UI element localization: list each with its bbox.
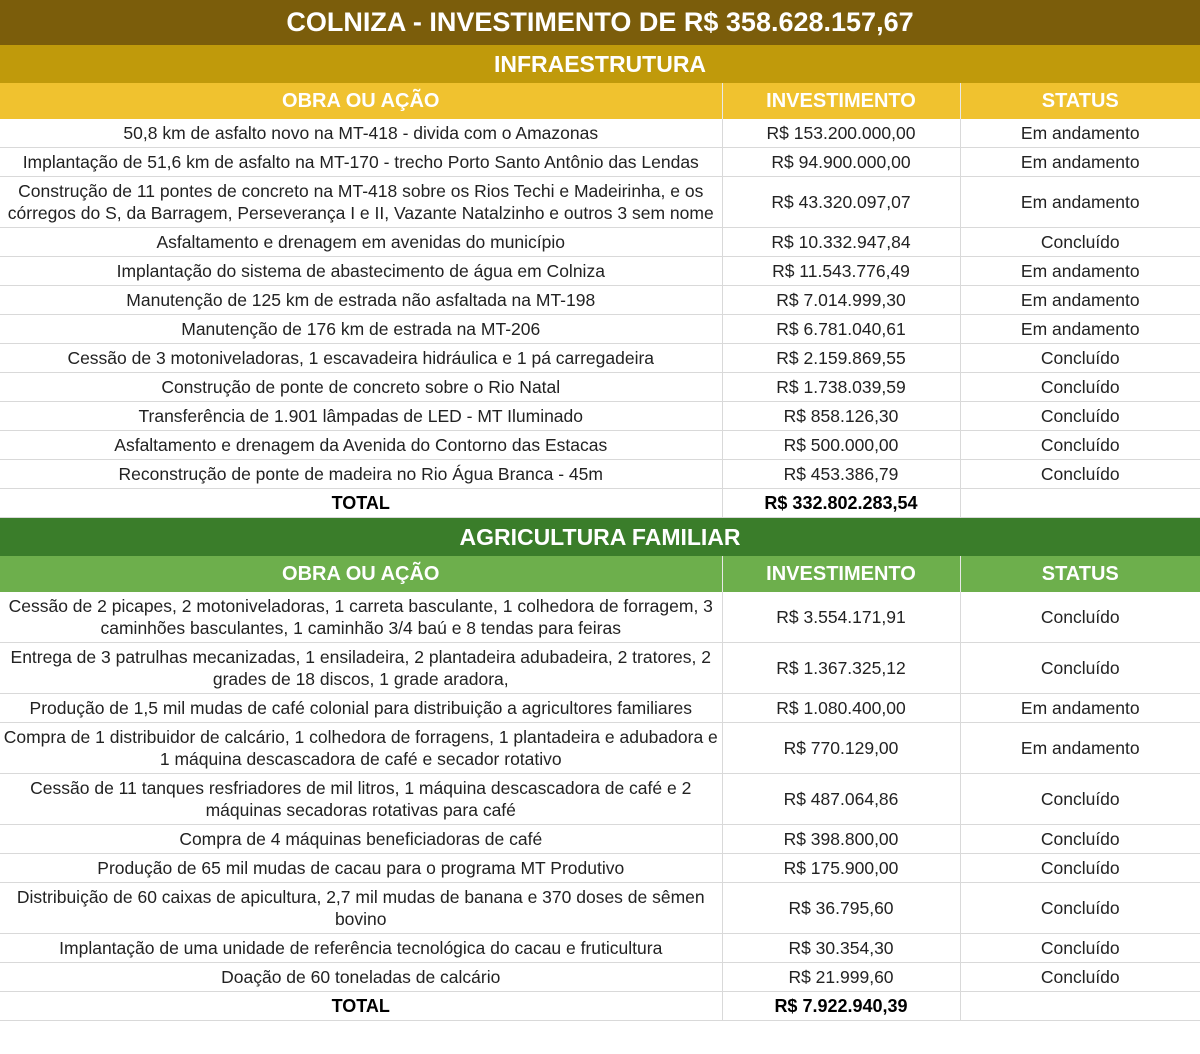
- obra-cell: Asfaltamento e drenagem da Avenida do Contorno das Estacas: [0, 431, 722, 460]
- total-empty-cell: [960, 992, 1200, 1021]
- total-label: TOTAL: [0, 489, 722, 518]
- table-row: [0, 286, 1200, 315]
- investimento-cell: R$ 3.554.171,91: [722, 592, 960, 643]
- investimento-cell: R$ 21.999,60: [722, 963, 960, 992]
- table-row: [0, 592, 1200, 643]
- obra-cell: Produção de 65 mil mudas de cacau para o programa MT Produtivo: [0, 854, 722, 883]
- table-row: [0, 148, 1200, 177]
- status-cell: Em andamento: [960, 315, 1200, 344]
- table-row: [0, 257, 1200, 286]
- investimento-cell: R$ 36.795,60: [722, 883, 960, 934]
- investimento-cell: R$ 6.781.040,61: [722, 315, 960, 344]
- status-cell: Concluído: [960, 883, 1200, 934]
- obra-cell: Distribuição de 60 caixas de apicultura, 2,7 mil mudas de banana e 370 doses de sêmen bovino: [0, 883, 722, 934]
- status-cell: Em andamento: [960, 257, 1200, 286]
- table-row: [0, 460, 1200, 489]
- status-cell: Concluído: [960, 402, 1200, 431]
- investimento-cell: R$ 1.738.039,59: [722, 373, 960, 402]
- investimento-cell: R$ 500.000,00: [722, 431, 960, 460]
- total-value: R$ 332.802.283,54: [722, 489, 960, 518]
- table-row: [0, 694, 1200, 723]
- table-row: [0, 315, 1200, 344]
- obra-cell: Reconstrução de ponte de madeira no Rio Água Branca - 45m: [0, 460, 722, 489]
- obra-cell: Asfaltamento e drenagem em avenidas do município: [0, 228, 722, 257]
- column-header-investimento: INVESTIMENTO: [722, 83, 960, 119]
- total-value: R$ 7.922.940,39: [722, 992, 960, 1021]
- obra-cell: Cessão de 2 picapes, 2 motoniveladoras, 1 carreta basculante, 1 colhedora de forragem, 3 caminhões basculantes, 1 caminhão 3/4 baú e 8 tendas para feiras: [0, 592, 722, 643]
- column-header-status: STATUS: [960, 83, 1200, 119]
- table-header-row: [0, 83, 1200, 119]
- column-header-status: STATUS: [960, 556, 1200, 592]
- status-cell: Concluído: [960, 592, 1200, 643]
- status-cell: Concluído: [960, 643, 1200, 694]
- column-header-investimento: INVESTIMENTO: [722, 556, 960, 592]
- status-cell: Concluído: [960, 344, 1200, 373]
- total-row: [0, 489, 1200, 518]
- table-row: [0, 344, 1200, 373]
- investimento-cell: R$ 94.900.000,00: [722, 148, 960, 177]
- status-cell: Em andamento: [960, 286, 1200, 315]
- investimento-cell: R$ 30.354,30: [722, 934, 960, 963]
- table-row: [0, 177, 1200, 228]
- obra-cell: Implantação de 51,6 km de asfalto na MT-170 - trecho Porto Santo Antônio das Lendas: [0, 148, 722, 177]
- status-cell: Concluído: [960, 934, 1200, 963]
- obra-cell: Produção de 1,5 mil mudas de café colonial para distribuição a agricultores familiares: [0, 694, 722, 723]
- table-row: [0, 431, 1200, 460]
- status-cell: Concluído: [960, 228, 1200, 257]
- status-cell: Em andamento: [960, 148, 1200, 177]
- agricultura-familiar-table: [0, 556, 1200, 1021]
- obra-cell: Manutenção de 176 km de estrada na MT-206: [0, 315, 722, 344]
- section-title-infraestrutura: INFRAESTRUTURA: [0, 45, 1200, 83]
- column-header-obra: OBRA OU AÇÃO: [0, 83, 722, 119]
- investimento-cell: R$ 175.900,00: [722, 854, 960, 883]
- table-body: [0, 592, 1200, 1021]
- table-row: [0, 119, 1200, 148]
- section-title-agricultura-familiar: AGRICULTURA FAMILIAR: [0, 518, 1200, 556]
- table-row: [0, 774, 1200, 825]
- status-cell: Em andamento: [960, 119, 1200, 148]
- investimento-cell: R$ 487.064,86: [722, 774, 960, 825]
- investimento-cell: R$ 153.200.000,00: [722, 119, 960, 148]
- table-row: [0, 373, 1200, 402]
- total-empty-cell: [960, 489, 1200, 518]
- status-cell: Em andamento: [960, 694, 1200, 723]
- status-cell: Concluído: [960, 854, 1200, 883]
- obra-cell: Implantação do sistema de abastecimento de água em Colniza: [0, 257, 722, 286]
- total-row: [0, 992, 1200, 1021]
- obra-cell: Entrega de 3 patrulhas mecanizadas, 1 ensiladeira, 2 plantadeira adubadeira, 2 tratores, 2 grades de 18 discos, 1 grade aradora,: [0, 643, 722, 694]
- total-label: TOTAL: [0, 992, 722, 1021]
- infraestrutura-table: [0, 83, 1200, 518]
- table-row: [0, 963, 1200, 992]
- table-row: [0, 643, 1200, 694]
- obra-cell: Construção de 11 pontes de concreto na MT-418 sobre os Rios Techi e Madeirinha, e os córregos do S, da Barragem, Perseverança I e II, Vazante Natalzinho e outros 3 sem nome: [0, 177, 722, 228]
- obra-cell: Doação de 60 toneladas de calcário: [0, 963, 722, 992]
- investimento-cell: R$ 398.800,00: [722, 825, 960, 854]
- obra-cell: Construção de ponte de concreto sobre o Rio Natal: [0, 373, 722, 402]
- status-cell: Concluído: [960, 373, 1200, 402]
- table-header-row: [0, 556, 1200, 592]
- obra-cell: Cessão de 3 motoniveladoras, 1 escavadeira hidráulica e 1 pá carregadeira: [0, 344, 722, 373]
- investimento-cell: R$ 453.386,79: [722, 460, 960, 489]
- table-row: [0, 723, 1200, 774]
- obra-cell: Transferência de 1.901 lâmpadas de LED - MT Iluminado: [0, 402, 722, 431]
- investimento-cell: R$ 770.129,00: [722, 723, 960, 774]
- status-cell: Concluído: [960, 963, 1200, 992]
- obra-cell: Manutenção de 125 km de estrada não asfaltada na MT-198: [0, 286, 722, 315]
- obra-cell: Compra de 4 máquinas beneficiadoras de café: [0, 825, 722, 854]
- status-cell: Em andamento: [960, 723, 1200, 774]
- obra-cell: 50,8 km de asfalto novo na MT-418 - divida com o Amazonas: [0, 119, 722, 148]
- table-row: [0, 854, 1200, 883]
- obra-cell: Cessão de 11 tanques resfriadores de mil litros, 1 máquina descascadora de café e 2 máquinas secadoras rotativas para café: [0, 774, 722, 825]
- table-body: [0, 119, 1200, 518]
- page-title: COLNIZA - INVESTIMENTO DE R$ 358.628.157,67: [0, 0, 1200, 45]
- investimento-cell: R$ 10.332.947,84: [722, 228, 960, 257]
- investimento-cell: R$ 11.543.776,49: [722, 257, 960, 286]
- investimento-cell: R$ 43.320.097,07: [722, 177, 960, 228]
- obra-cell: Implantação de uma unidade de referência tecnológica do cacau e fruticultura: [0, 934, 722, 963]
- investimento-cell: R$ 1.367.325,12: [722, 643, 960, 694]
- investimento-cell: R$ 1.080.400,00: [722, 694, 960, 723]
- column-header-obra: OBRA OU AÇÃO: [0, 556, 722, 592]
- status-cell: Concluído: [960, 460, 1200, 489]
- obra-cell: Compra de 1 distribuidor de calcário, 1 colhedora de forragens, 1 plantadeira e adubadora e 1 máquina descascadora de café e secador rotativo: [0, 723, 722, 774]
- status-cell: Concluído: [960, 774, 1200, 825]
- investimento-cell: R$ 2.159.869,55: [722, 344, 960, 373]
- status-cell: Concluído: [960, 431, 1200, 460]
- investimento-cell: R$ 7.014.999,30: [722, 286, 960, 315]
- investimento-cell: R$ 858.126,30: [722, 402, 960, 431]
- table-row: [0, 825, 1200, 854]
- status-cell: Concluído: [960, 825, 1200, 854]
- table-row: [0, 402, 1200, 431]
- status-cell: Em andamento: [960, 177, 1200, 228]
- table-row: [0, 228, 1200, 257]
- table-row: [0, 883, 1200, 934]
- table-row: [0, 934, 1200, 963]
